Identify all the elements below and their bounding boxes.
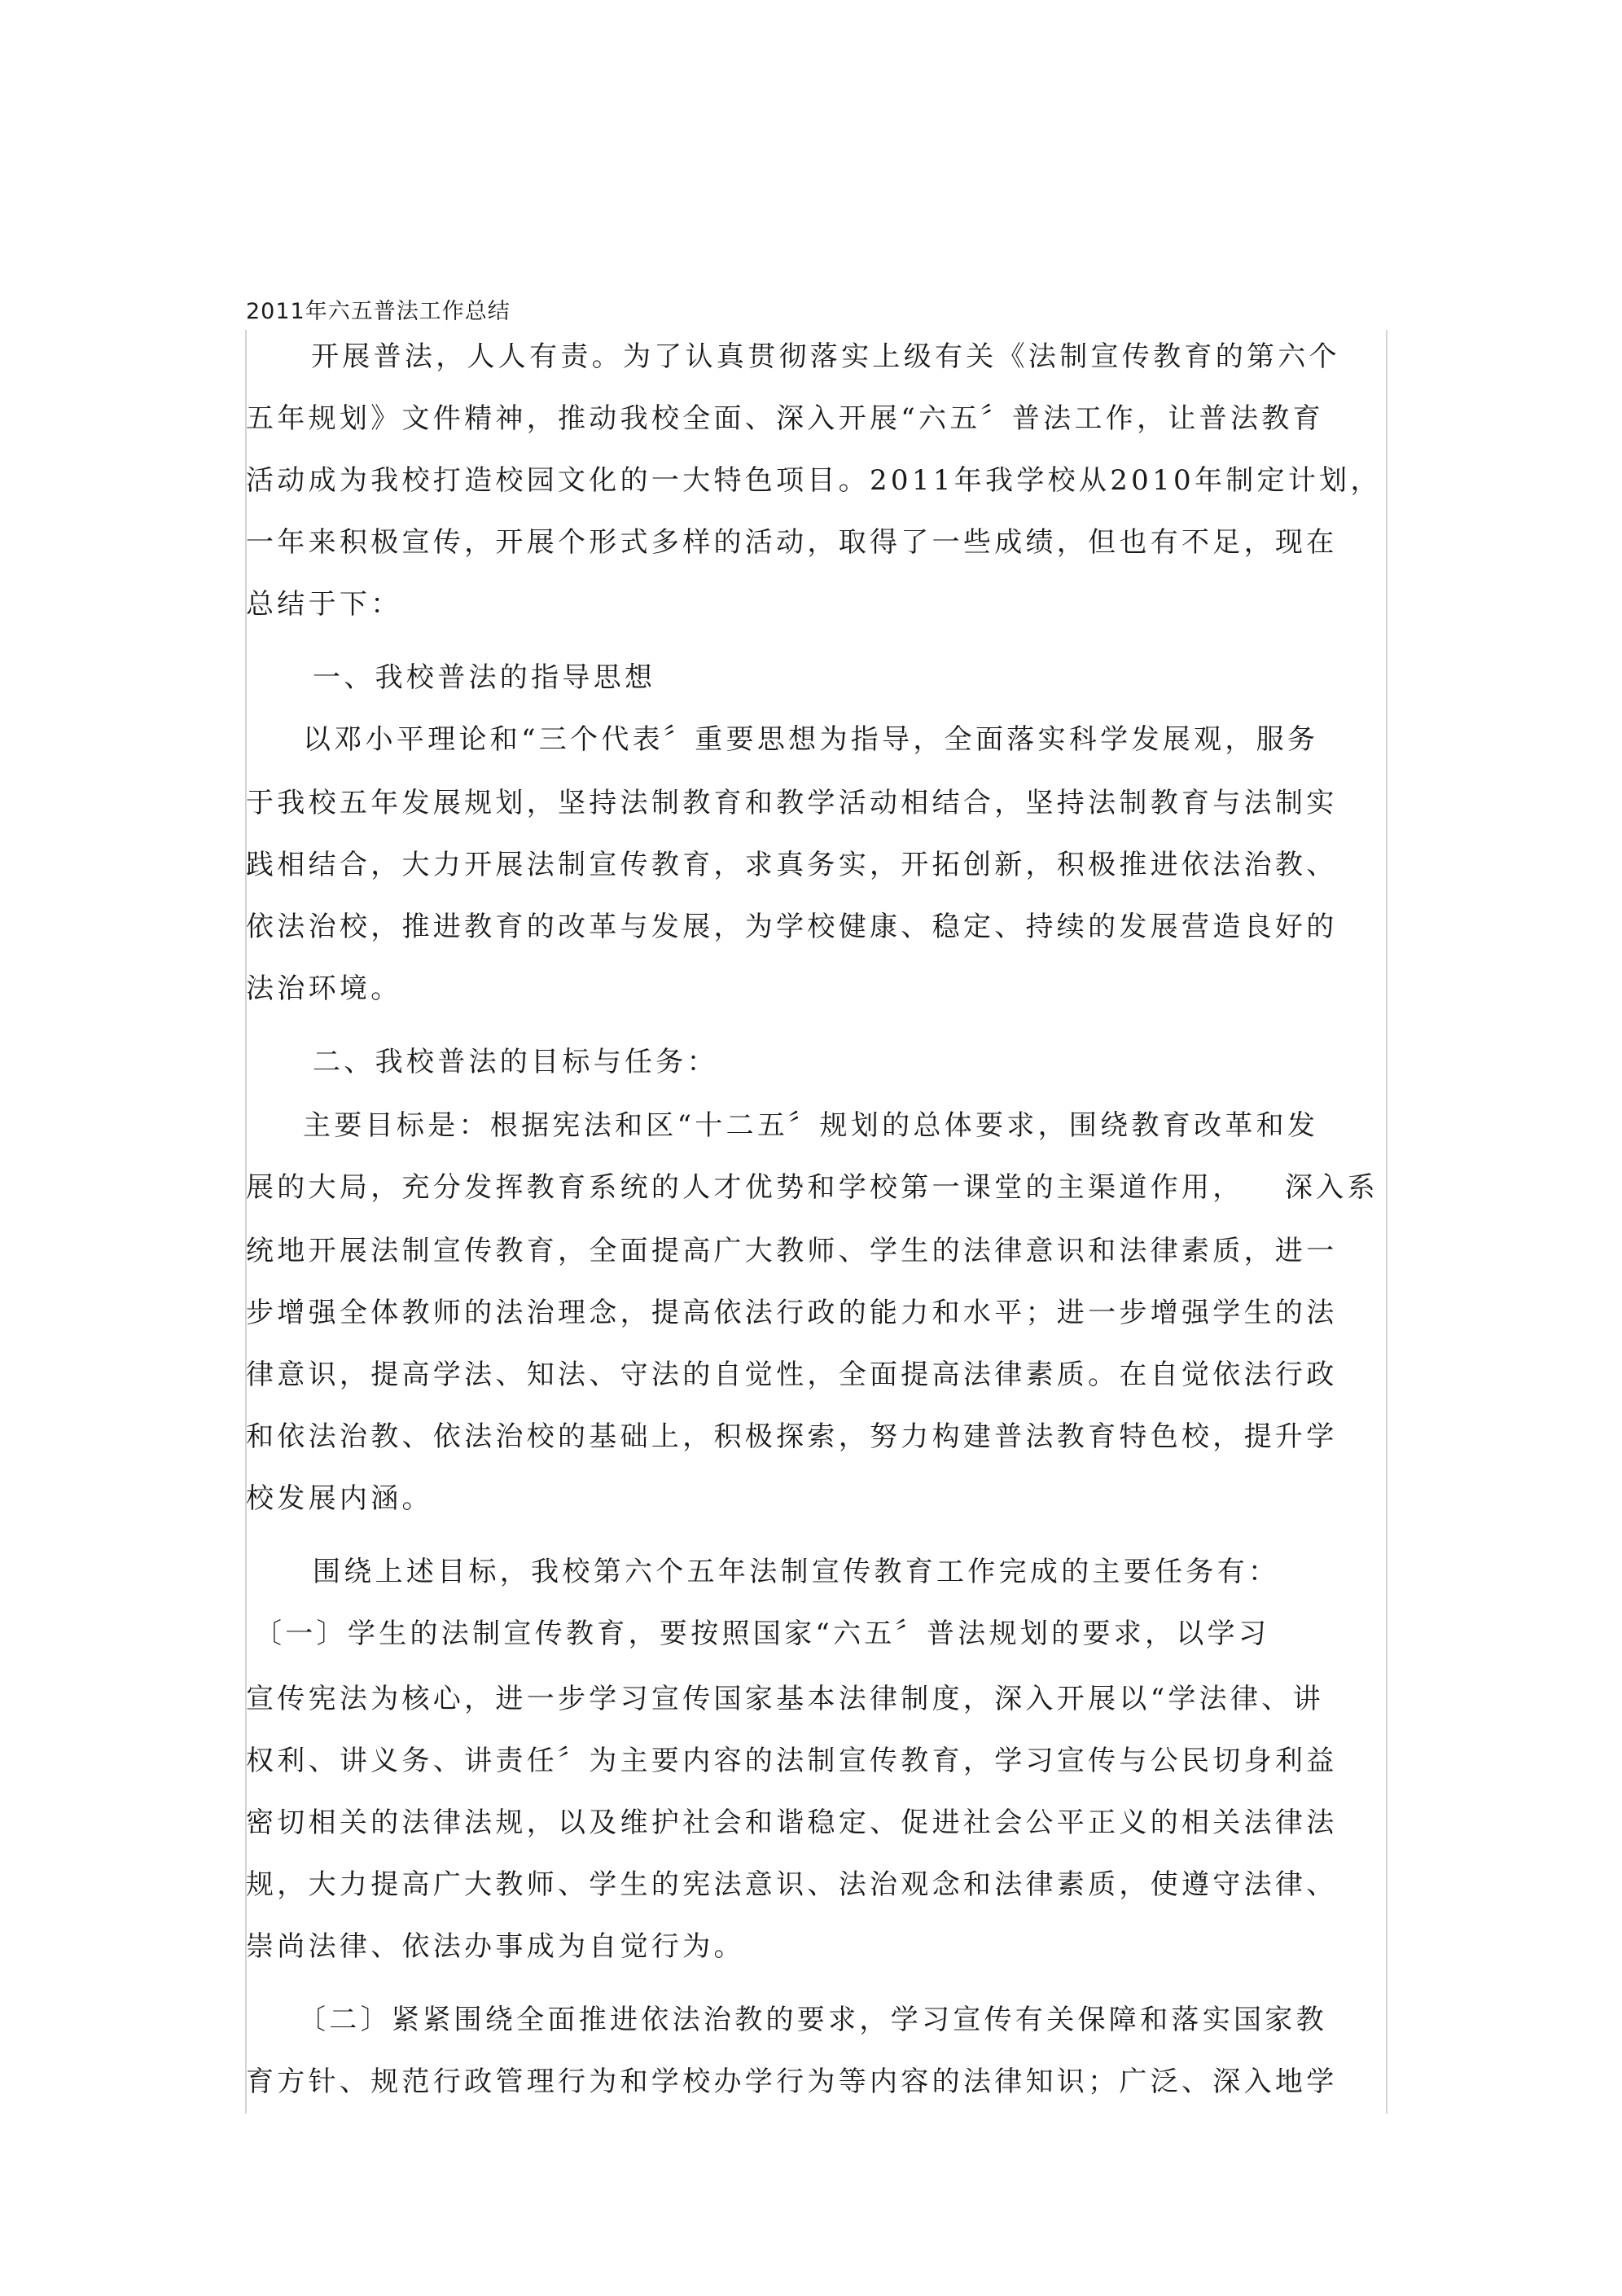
text-line: 〔二〕紧紧围绕全面推进依法治教的要求，学习宣传有关保障和落实国家教 (298, 2004, 1327, 2036)
text-line: 规，大力提高广大教师、学生的宪法意识、法治观念和法律素质，使遵守法律、 (246, 1868, 1338, 1901)
text-line: 〔一〕学生的法制宣传教育，要按照国家“六五〞普法规划的要求，以学习 (254, 1618, 1270, 1650)
text-line: 密切相关的法律法规，以及维护社会和谐稳定、促进社会公平正义的相关法律法 (246, 1807, 1338, 1839)
text-line: 法治环境。 (246, 972, 402, 1005)
text-line: 和依法治教、依法治校的基础上，积极探索，努力构建普法教育特色校，提升学 (246, 1420, 1338, 1453)
text-line: 统地开展法制宣传教育，全面提高广大教师、学生的法律意识和法律素质，进一 (246, 1235, 1338, 1267)
text-line: 以邓小平理论和“三个代表〞重要思想为指导，全面落实科学发展观，服务 (303, 723, 1319, 756)
text-line: 育方针、规范行政管理行为和学校办学行为等内容的法律知识；广泛、深入地学 (246, 2066, 1338, 2098)
text-line: 开展普法，人人有责。为了认真贯彻落实上级有关《法制宣传教育的第六个 (311, 340, 1340, 373)
document-title: 2011年六五普法工作总结 (246, 299, 511, 324)
right-margin-rule (1386, 330, 1387, 2114)
text-line: 宣传宪法为核心，进一步学习宣传国家基本法律制度，深入开展以“学法律、讲 (246, 1683, 1324, 1715)
text-line: 崇尚法律、依法办事成为自觉行为。 (246, 1930, 745, 1963)
text-line: 践相结合，大力开展法制宣传教育，求真务实，开拓创新，积极推进依法治教、 (246, 849, 1338, 881)
text-line: 主要目标是：根据宪法和区“十二五〞规划的总体要求，围绕教育改革和发 (303, 1109, 1319, 1142)
text-line: 围绕上述目标，我校第六个五年法制宣传教育工作完成的主要任务有： (313, 1556, 1280, 1588)
text-line: 校发展内涵。 (246, 1482, 433, 1515)
text-line: 权利、讲义务、讲责任〞为主要内容的法制宣传教育，学习宣传与公民切身利益 (246, 1745, 1338, 1777)
text-line: 一年来积极宣传，开展个形式多样的活动，取得了一些成绩，但也有不足，现在 (246, 526, 1338, 559)
text-line: 于我校五年发展规划，坚持法制教育和教学活动相结合，坚持法制教育与法制实 (246, 787, 1338, 819)
text-line: 活动成为我校打造校园文化的一大特色项目。2011年我学校从2010年制定计划， (246, 464, 1382, 497)
text-line: 总结于下： (246, 588, 402, 621)
text-line: 依法治校，推进教育的改革与发展，为学校健康、稳定、持续的发展营造良好的 (246, 911, 1338, 943)
text-line: 深入系 (1285, 1171, 1379, 1204)
text-line: 五年规划》文件精神，推动我校全面、深入开展“六五〞普法工作，让普法教育 (246, 402, 1324, 435)
section-heading: 二、我校普法的目标与任务： (313, 1046, 718, 1078)
section-heading: 一、我校普法的指导思想 (313, 661, 656, 694)
text-line: 律意识，提高学法、知法、守法的自觉性，全面提高法律素质。在自觉依法行政 (246, 1359, 1338, 1391)
text-line: 展的大局，充分发挥教育系统的人才优势和学校第一课堂的主渠道作用， (246, 1171, 1244, 1204)
text-line: 步增强全体教师的法治理念，提高依法行政的能力和水平；进一步增强学生的法 (246, 1297, 1338, 1329)
